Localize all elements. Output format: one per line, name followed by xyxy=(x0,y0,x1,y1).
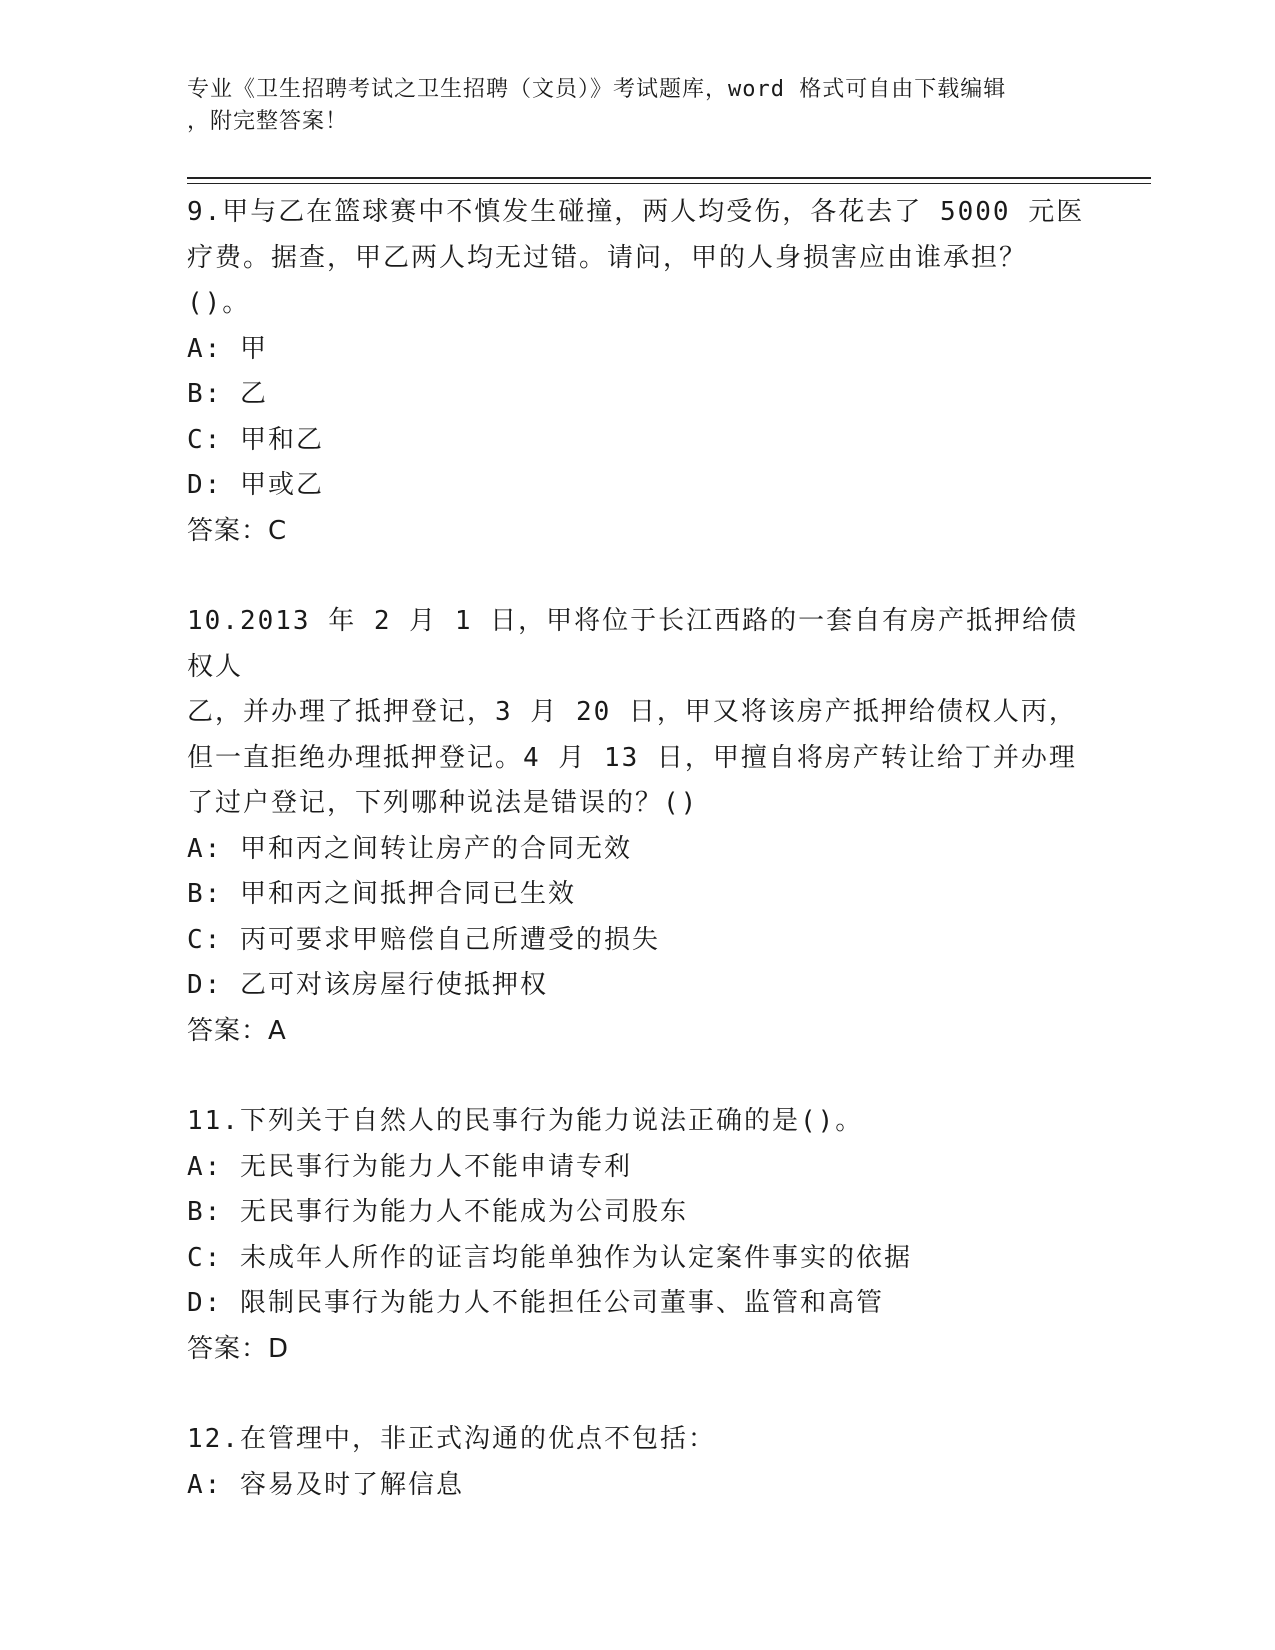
option-d: D: 乙可对该房屋行使抵押权 xyxy=(187,970,548,1000)
question-stem-line: 疗费。据查，甲乙两人均无过错。请问，甲的人身损害应由谁承担？ xyxy=(187,242,1028,273)
question-stem-line: ()。 xyxy=(187,288,251,318)
question-stem-line: 乙，并办理了抵押登记，3 月 20 日，甲又将该房产抵押给债权人丙， xyxy=(187,697,1077,727)
answer-line: 答案：D xyxy=(187,1333,290,1364)
option-a: A: 甲和丙之间转让房产的合同无效 xyxy=(187,833,632,864)
option-b: B: 甲和丙之间抵押合同已生效 xyxy=(187,879,576,909)
question-list xyxy=(187,190,1087,1553)
question-stem-line: 但一直拒绝办理抵押登记。4 月 13 日，甲擅自将房产转让给丁并办理 xyxy=(187,742,1077,773)
option-a: A: 容易及时了解信息 xyxy=(187,1469,464,1500)
question-stem-line: 10.2013 年 2 月 1 日，甲将位于长江西路的一套自有房产抵押给债权人 xyxy=(187,606,1079,682)
option-b: B: 无民事行为能力人不能成为公司股东 xyxy=(187,1197,688,1227)
document-header xyxy=(187,74,1067,138)
question-12 xyxy=(187,1417,1087,1508)
option-d: D: 甲或乙 xyxy=(187,470,324,500)
question-11 xyxy=(187,1099,1087,1372)
question-10 xyxy=(187,599,1087,1054)
header-divider-thin xyxy=(187,183,1151,184)
option-c: C: 未成年人所作的证言均能单独作为认定案件事实的依据 xyxy=(187,1242,912,1273)
header-line-1: 专业《卫生招聘考试之卫生招聘（文员）》考试题库，word 格式可自由下载编辑 xyxy=(187,77,1007,102)
header-line-2: ，附完整答案！ xyxy=(187,109,349,134)
option-b: B: 乙 xyxy=(187,379,268,409)
option-c: C: 丙可要求甲赔偿自己所遭受的损失 xyxy=(187,924,660,955)
question-stem-line: 9.甲与乙在篮球赛中不慎发生碰撞，两人均受伤，各花去了 5000 元医 xyxy=(187,197,1085,227)
answer-line: 答案：A xyxy=(187,1015,287,1046)
answer-line: 答案：C xyxy=(187,515,288,546)
question-9 xyxy=(187,190,1087,554)
option-a: A: 无民事行为能力人不能申请专利 xyxy=(187,1151,632,1182)
question-stem-line: 12.在管理中，非正式沟通的优点不包括： xyxy=(187,1424,716,1454)
option-c: C: 甲和乙 xyxy=(187,424,324,455)
option-a: A: 甲 xyxy=(187,333,268,364)
header-divider-thick xyxy=(187,177,1151,179)
question-stem-line: 11.下列关于自然人的民事行为能力说法正确的是()。 xyxy=(187,1106,864,1136)
question-stem-line: 了过户登记，下列哪种说法是错误的？() xyxy=(187,788,699,818)
option-d: D: 限制民事行为能力人不能担任公司董事、监管和高管 xyxy=(187,1288,884,1318)
